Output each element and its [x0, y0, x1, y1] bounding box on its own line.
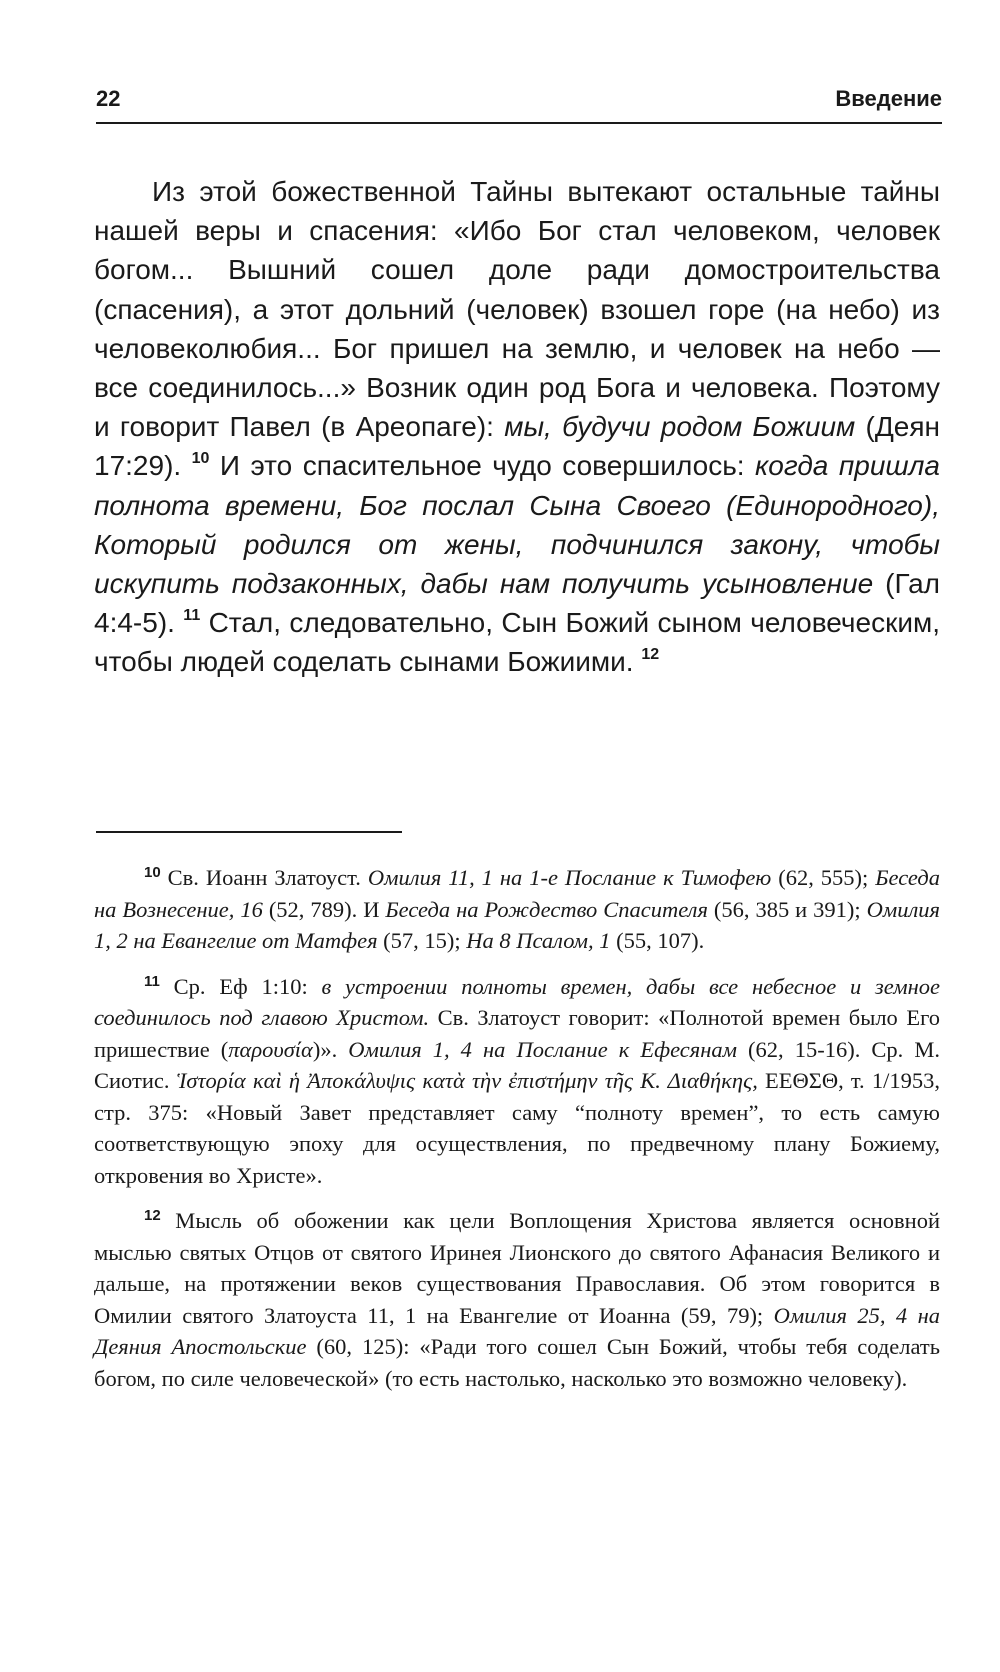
section-title: Введение	[835, 86, 942, 111]
footnote-10	[94, 862, 940, 957]
scripture-quote: мы, будучи родом Божиим	[504, 411, 856, 443]
footnote-ref-10[interactable]: 10	[191, 450, 210, 468]
footnote-text: ΕΕΘΣΘ, т. 1/1953, стр. 375: «Новый Завет представляет саму “полноту времен”, то есть самую соответствующую эпоху для осуществления, по предвечному плану Божиему, откровения во Христе».	[94, 1068, 940, 1188]
footnote-text: (52, 789). И	[262, 896, 386, 922]
footnote-text: (56, 385 и 391);	[707, 896, 867, 922]
footnote-text: (62, 15-16). Ср. М. Сиотис.	[94, 1036, 940, 1093]
body-text-run: (Деян 17:29).	[94, 411, 941, 482]
scripture-quote: в устроении полноты времен, дабы все небесное и земное соединилось под главою Христом.	[94, 973, 940, 1030]
footnote-12	[94, 1205, 940, 1394]
footnote-11	[94, 971, 940, 1192]
scripture-quote: когда пришла полнота времени, Бог послал Сына Своего (Единородного), Который родился от жены, подчинился закону, чтобы искупить подзаконных, дабы нам получить усыновление	[94, 450, 940, 600]
footnotes	[94, 862, 940, 1408]
greek-title: Ἱστορία καὶ ἡ Ἀποκάλυψις κατὰ τὴν ἐπιστήμην τῆς Κ. Διαθήκης,	[176, 1068, 758, 1093]
body-text-run: Стал, следовательно, Сын Божий сыном человеческим, чтобы людей соделать сынами Божиими.	[94, 607, 941, 678]
footnote-number: 12	[144, 1207, 161, 1224]
citation-title: Беседа на Рождество Спасителя	[385, 896, 708, 922]
footnote-text: Мысль об обожении как цели Воплощения Христова является основной мыслью святых Отцов от святого Иринея Лионского до святого Афанасия Великого и дальше, на протяжении веков существования Православия. Об этом говорится в Омилии святого Златоуста 11, 1 на Евангелие от Иоанна (59, 79);	[94, 1208, 940, 1328]
footnote-number: 11	[144, 972, 160, 990]
body-text-run: Из этой божественной Тайны вытекают остальные тайны нашей веры и спасения: «Ибо Бог стал человеком, человек богом... Вышний сошел доле ради домостроительства (спасения), а этот дольний (человек) взошел горе (на небо) из человеколюбия... Бог пришел на землю, и человек на небо — все соединилось...» Возник один род Бога и человека. Поэтому и говорит Павел (в Ареопаге):	[94, 176, 940, 443]
greek-term: παρουσία	[228, 1036, 313, 1062]
footnote-text: (62, 555);	[771, 865, 876, 890]
footnote-text: )».	[312, 1036, 349, 1062]
footnote-text: Св. Златоуст говорит: «Полнотой времен было Его пришествие (	[94, 1005, 940, 1062]
footnote-text: (55, 107).	[610, 928, 705, 953]
citation-title: Омилия 25, 4 на Деяния Апостольские	[94, 1302, 940, 1359]
footnote-text: (60, 125): «Ради того сошел Сын Божий, чтобы тебя соделать богом, по силе человеческой» (то есть настолько, насколько это возможно человеку).	[94, 1334, 940, 1391]
footnote-text: Св. Иоанн Златоуст.	[160, 865, 368, 890]
citation-title: Омилия 11, 1 на 1-е Послание к Тимофею	[367, 865, 772, 890]
footnote-text: Ср. Еф 1:10:	[159, 973, 322, 999]
citation-title: На 8 Псалом, 1	[466, 928, 611, 953]
body-text-run: И это спасительное чудо совершилось:	[209, 450, 756, 482]
footnote-text: (57, 15);	[377, 928, 467, 953]
running-header	[96, 84, 942, 124]
footnote-ref-11[interactable]: 11	[183, 607, 201, 625]
citation-title: Омилия 1, 4 на Послание к Ефесянам	[348, 1036, 737, 1062]
footnote-divider	[96, 831, 402, 833]
citation-title: Омилия 1, 2 на Евангелие от Матфея	[94, 896, 940, 953]
citation-title: Беседа на Вознесение, 16	[94, 865, 940, 922]
footnote-ref-12[interactable]: 12	[641, 646, 660, 664]
body-text-run: (Гал 4:4-5).	[94, 568, 940, 639]
page-number: 22	[96, 86, 121, 111]
footnote-number: 10	[144, 864, 161, 881]
main-paragraph	[94, 172, 940, 682]
